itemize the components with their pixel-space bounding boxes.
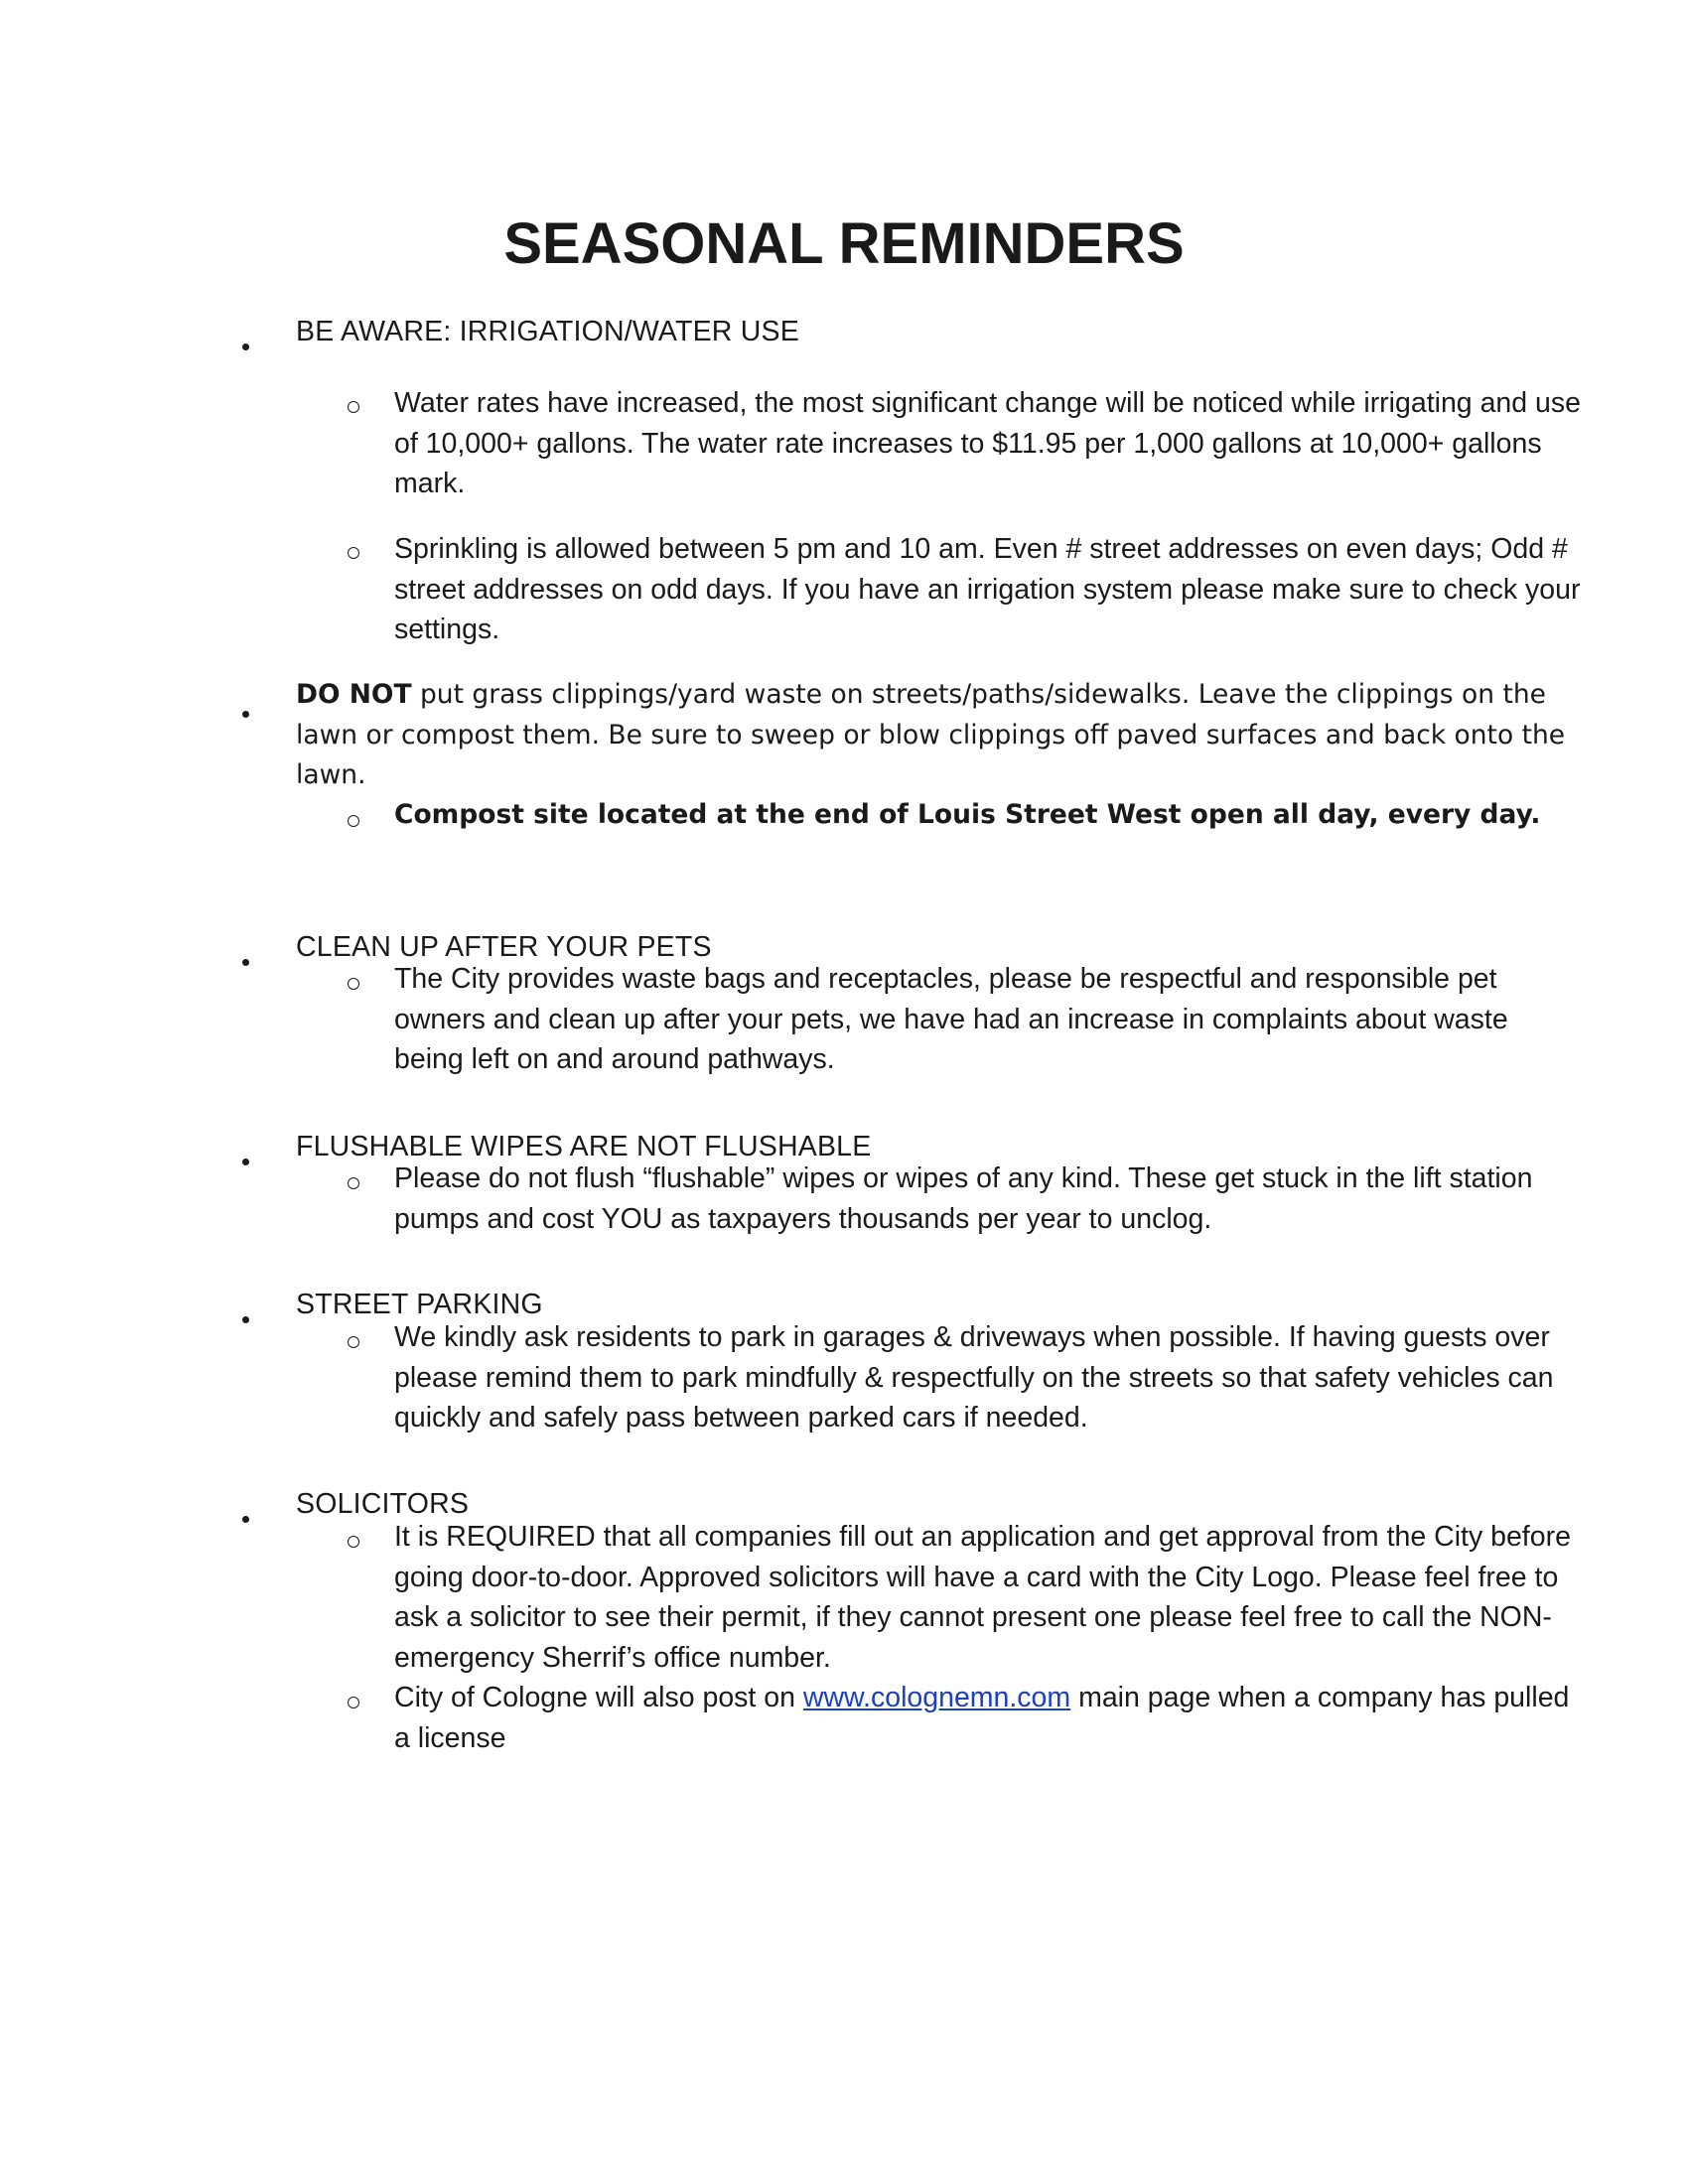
sub-bullet-marker — [348, 1177, 359, 1189]
do-not-emphasis: DO NOT — [296, 679, 412, 710]
sub-bullet-marker — [348, 978, 359, 990]
sub-bullet-marker — [348, 1536, 359, 1548]
bullet-marker — [242, 1300, 249, 1328]
page-title-text: SEASONAL REMINDERS — [503, 211, 1185, 276]
sub-bullet-marker — [348, 401, 359, 413]
page-title — [0, 210, 1688, 277]
irrigation-item-rates: Water rates have increased, the most significant change will be noticed while irrigating and use of 10,000+ gallons. The water rate increases to $11.95 per 1,000 gallons at 10,000+ gallons mark. — [394, 387, 1581, 499]
section-clippings-text — [296, 675, 1587, 796]
sub-bullet-marker — [348, 815, 359, 827]
pets-item: The City provides waste bags and receptacles, please be respectful and responsible pet owners and clean up after your pets, we have had an increase in complaints about waste being left on and around pathways. — [394, 963, 1508, 1075]
solicitors-item-website — [394, 1678, 1581, 1758]
section-heading-wipes: FLUSHABLE WIPES ARE NOT FLUSHABLE — [296, 1131, 872, 1162]
section-heading-pets: CLEAN UP AFTER YOUR PETS — [296, 931, 712, 963]
section-heading-parking: STREET PARKING — [296, 1289, 543, 1320]
bullet-marker — [242, 943, 249, 971]
sub-bullet-marker — [348, 1336, 359, 1348]
sub-bullet-marker — [348, 1697, 359, 1708]
website-note-after: main page when a company has pulled a license — [394, 1682, 1570, 1754]
bullet-marker — [242, 328, 249, 355]
section-heading-irrigation: BE AWARE: IRRIGATION/WATER USE — [296, 316, 799, 347]
bullet-marker — [242, 1500, 249, 1528]
website-note-before: City of Cologne will also post on — [394, 1682, 803, 1713]
bullet-marker — [242, 1143, 249, 1170]
parking-item: We kindly ask residents to park in garages & driveways when possible. If having guests over please remind them to park mindfully & respectfully on the streets so that safety vehicles can quickly and safely pass between parked cars if needed. — [394, 1321, 1554, 1433]
section-heading-solicitors: SOLICITORS — [296, 1488, 470, 1520]
solicitors-item-requirement: It is REQUIRED that all companies fill out an application and get approval from the City before going door-to-door. Approved solicitors will have a card with the City Logo. Please feel free to ask a solicitor to see their permit, if they cannot present one please feel free to call the NON-emergency Sherrif’s office number. — [394, 1521, 1571, 1674]
city-website-link[interactable]: www.colognemn.com — [802, 1682, 1071, 1713]
sub-bullet-marker — [348, 547, 359, 559]
wipes-item: Please do not flush “flushable” wipes or wipes of any kind. These get stuck in the lift station pumps and cost YOU as taxpayers thousands per year to unclog. — [394, 1162, 1533, 1235]
compost-site-note: Compost site located at the end of Louis Street West open all day, every day. — [394, 799, 1541, 830]
irrigation-item-sprinkling: Sprinkling is allowed between 5 pm and 10 am. Even # street addresses on even days; Odd # street addresses on odd days. If you have an irrigation system please make sure to check your settings. — [394, 533, 1581, 645]
clippings-instruction: put grass clippings/yard waste on streets/paths/sidewalks. Leave the clippings on the lawn or compost them. Be sure to sweep or blow clippings off paved surfaces and back onto the lawn. — [296, 679, 1566, 790]
bullet-marker — [242, 695, 249, 723]
